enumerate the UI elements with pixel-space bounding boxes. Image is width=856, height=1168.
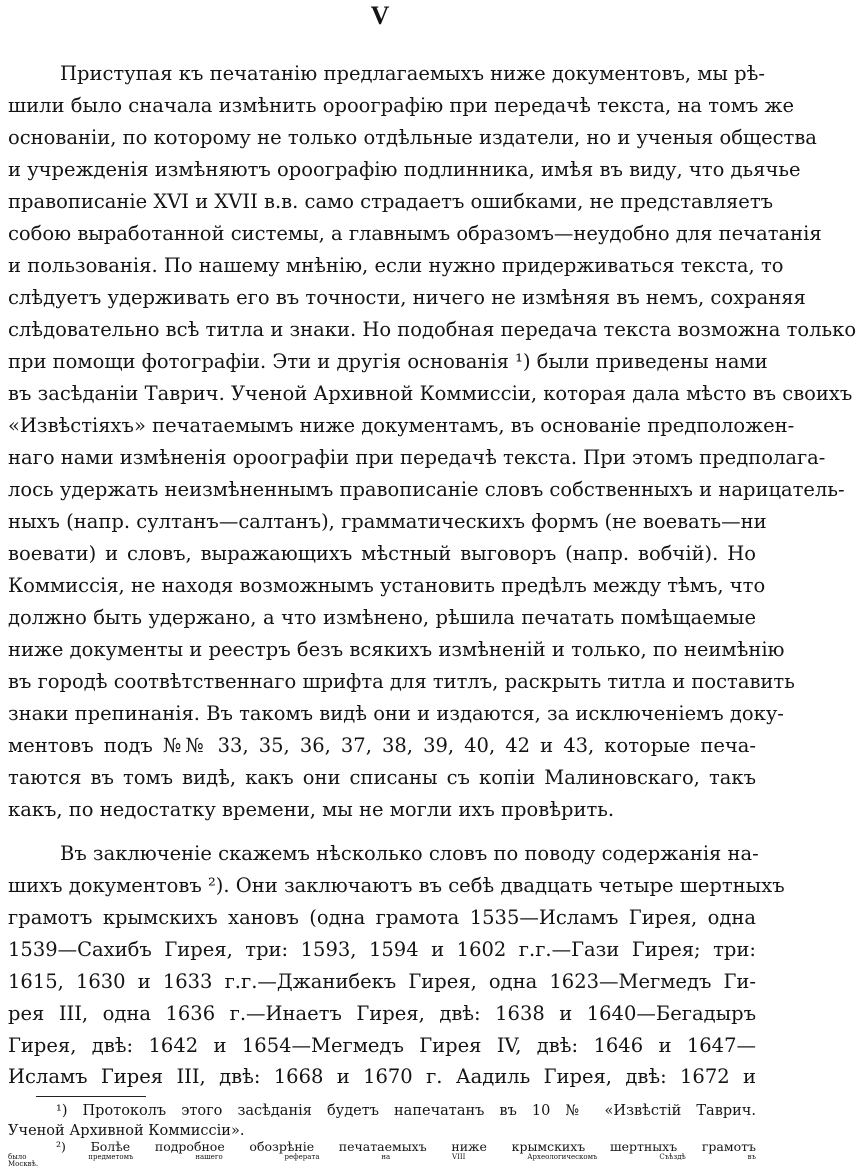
body-line: въ городѣ соотвѣтственнаго шрифта для титлъ, раскрыть титла и поставить [8,670,795,693]
body-line: таются въ томъ видѣ, какъ они списаны съ копіи Малиновскаго, такъ [8,766,756,789]
body-line: слѣдовательно всѣ титла и знаки. Но подобная передача текста возможна только [8,318,856,341]
body-line: ментовъ подъ №№ 33, 35, 36, 37, 38, 39, 40, 42 и 43, которые печа- [8,734,756,757]
body-line: слѣдуетъ удерживать его въ точности, ничего не измѣняя въ немъ, сохраняя [8,286,806,309]
body-line: и учрежденія измѣняютъ ороографію подлинника, имѣя въ виду, что дьячье [8,158,801,181]
body-line: Исламъ Гирея III, двѣ: 1668 и 1670 г. Аадиль Гирея, двѣ: 1672 и [8,1065,756,1088]
body-line: рея III, одна 1636 г.—Инаетъ Гирея, двѣ: 1638 и 1640—Бегадыръ [8,1002,756,1025]
body-line: 1615, 1630 и 1633 г.г.—Джанибекъ Гирея, одна 1623—Мегмедъ Ги- [8,970,756,993]
body-line: должно быть удержано, а что измѣнено, рѣшила печатать помѣщаемые [8,606,756,629]
body-line: Приступая къ печатанію предлагаемыхъ ниже документовъ, мы рѣ- [60,62,765,85]
body-line: знаки препинанія. Въ такомъ видѣ они и издаются, за исключеніемъ доку- [8,702,784,725]
body-line: лось удержать неизмѣненнымъ правописаніе словъ собственныхъ и нарицатель- [8,478,845,501]
footnote-line: Москвѣ. [8,1160,39,1168]
body-line: Гирея, двѣ: 1642 и 1654—Мегмедъ Гирея IV, двѣ: 1646 и 1647— [8,1034,756,1057]
body-line: и пользованія. По нашему мнѣнію, если нужно придерживаться текста, то [8,254,784,277]
body-line: «Извѣстіяхъ» печатаемымъ ниже документамъ, въ основаніе предположен- [8,414,795,437]
body-line: какъ, по недостатку времени, мы не могли ихъ провѣрить. [8,798,615,821]
body-line: шихъ документовъ ²). Они заключаютъ въ себѣ двадцать четыре шертныхъ [8,874,785,897]
body-line: въ засѣданіи Таврич. Ученой Архивной Коммиссіи, которая дала мѣсто въ своихъ [8,382,853,405]
body-line: Коммиссія, не находя возможнымъ установить предѣлъ между тѣмъ, что [8,574,766,597]
body-line: воевати) и словъ, выражающихъ мѣстный выговоръ (напр. вобчій). Но [8,542,756,565]
footnote-rule [36,1096,146,1097]
body-line: собою выработанной системы, а главнымъ образомъ—неудобно для печатанія [8,222,822,245]
body-line: шили было сначала измѣнить ороографію при передачѣ текста, на томъ же [8,94,794,117]
body-line: наго нами измѣненія ороографіи при передачѣ текста. При этомъ предполага- [8,446,826,469]
footnote-line: было предметомъ нашего реферата на VIII Археологическомъ Съѣздѣ въ [8,1153,756,1161]
body-line: 1539—Сахибъ Гирея, три: 1593, 1594 и 1602 г.г.—Гази Гирея; три: [8,938,756,961]
footnote-line: Ученой Архивной Коммиссіи». [8,1123,245,1139]
body-line: ныхъ (напр. султанъ—салтанъ), грамматическихъ формъ (не воевать—ни [8,510,767,533]
body-line: ниже документы и реестръ безъ всякихъ измѣненій и только, по неимѣнію [8,638,785,661]
body-line: при помощи фотографіи. Эти и другія основанія ¹) были приведены нами [8,350,768,373]
footnote-line: ¹) Протоколъ этого засѣданія будетъ напечатанъ въ 10 № «Извѣстій Таврич. [56,1103,756,1119]
body-line: основаніи, по которому не только отдѣльные издатели, но и ученыя общества [8,126,817,149]
page-number: V [370,1,390,30]
body-line: правописаніе XVI и XVII в.в. само страдаетъ ошибками, не представляетъ [8,190,774,213]
footnote-line: ²) Болѣе подробное обозрѣніе печатаемыхъ ниже крымскихъ шертныхъ грамотъ [56,1139,756,1154]
body-line: Въ заключеніе скажемъ нѣсколько словъ по поводу содержанія на- [60,842,759,865]
body-line: грамотъ крымскихъ хановъ (одна грамота 1535—Исламъ Гирея, одна [8,906,756,929]
